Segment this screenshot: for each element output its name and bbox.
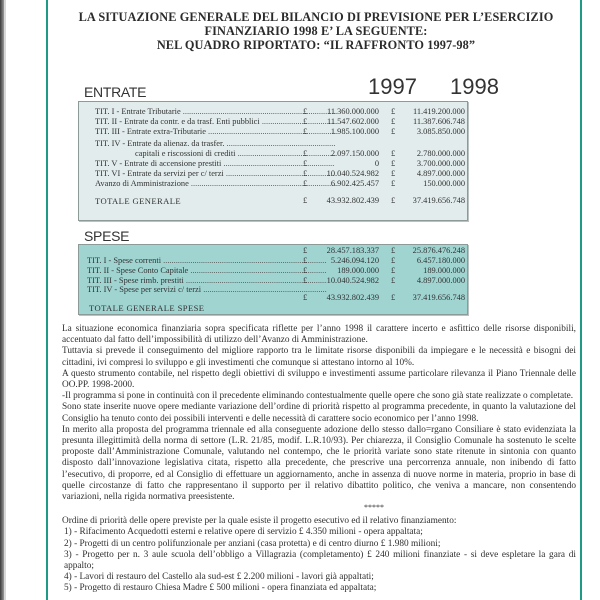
currency-symbol: £ xyxy=(391,256,396,265)
list-item: 3) - Progetto per n. 3 aule scuola dell’obbligo a Villagrazia (completamento) £ 240 milioni finanziate - si deve espletare la gara di appalto; xyxy=(64,549,576,572)
currency-symbol: £ xyxy=(391,179,396,188)
table-row xyxy=(79,179,549,189)
currency-symbol: £ xyxy=(303,169,308,178)
row-label: TIT. IV - Spese per servizi c/ terzi ..... xyxy=(87,285,327,295)
list-item: 4) - Lavori di restauro del Castello ala sud-est £ 2.200 milioni - lavori già appaltati; xyxy=(64,572,374,583)
year-1998-header: 1998 xyxy=(450,74,499,99)
currency-symbol: £ xyxy=(391,293,396,302)
row-label: TIT. II - Entrate da contr. e da trasf. Enti pubblici ..... xyxy=(95,117,335,127)
title-line-3: NEL QUADRO RIPORTATO: “IL RAFFRONTO 1997-98” xyxy=(156,38,476,52)
value-1997: 2.097.150.000 xyxy=(330,149,379,158)
row-label: TIT. VI - Entrate da servizi per c/ terzi ..... xyxy=(95,169,335,179)
currency-symbol: £ xyxy=(391,159,396,168)
table-row-total-values xyxy=(79,293,549,303)
row-label: TIT. IV - Entrate da alienaz. da trasfer. ..... xyxy=(95,139,335,149)
paragraph: In merito alla proposta del programma triennale ed alla conseguente adozione dello stesso dallo=rgano Consiliare è stato evidenziata la presunta illegittimità della norma di settore (L.R. 21/85, modif. L.R.10/93). Per chiarezza, il Consiglio Comunale ha sostenuto le scelte proposte dall’Amministrazione Comunale, valutando nel contempo, che le priorità variate sono state ritenute in sintonia con quanto disposto dall’innovazione legislativa citata, rispetto alla precedente, che prescrive una percorrenza annuale, non inibendo di fatto l’esecutivo, di proporre, ed al Consiglio di effettuare un aggiornamento, anche in assenza di nuove norme in materia, proprio in base di quelle circostanze di fatto che rappresentano il supporto per il relativo dibattito politico, che veniva a mancare, non consentendo variazioni, nella rigida normativa preesistente. xyxy=(62,424,576,503)
value-1997: 1.985.100.000 xyxy=(330,127,379,136)
paragraph: Tuttavia si prevede il conseguimento del migliore rapporto tra le limitate risorse disponibili da impiegare e le necessità e bisogni dei cittadini, ivi compresi lo sviluppo e gli investimenti che comunque si attestano intorno al 10%. xyxy=(62,346,576,368)
total-1997: 43.932.802.439 xyxy=(326,196,379,205)
row-label: TIT. III - Entrate extra-Tributarie ..... xyxy=(95,127,335,137)
value-1998: 4.897.000.000 xyxy=(416,169,465,178)
currency-symbol: £ xyxy=(391,149,396,158)
table-row xyxy=(79,169,549,179)
table-row xyxy=(79,139,549,149)
currency-symbol: £ xyxy=(391,107,396,116)
currency-symbol: £ xyxy=(391,169,396,178)
currency-symbol: £ xyxy=(303,179,308,188)
spese-heading: SPESE xyxy=(84,228,130,244)
currency-symbol: £ xyxy=(303,246,308,255)
total-label: TOTALE GENERALE xyxy=(95,196,182,206)
table-row xyxy=(79,107,549,117)
currency-symbol: £ xyxy=(303,256,308,265)
total-1998: 37.419.656.748 xyxy=(412,293,465,302)
entrate-heading: ENTRATE xyxy=(84,84,147,100)
table-row xyxy=(79,117,549,127)
currency-symbol: £ xyxy=(303,196,308,205)
row-label: TIT. I - Entrate Tributarie ..... xyxy=(95,107,335,117)
value-1998: 150.000.000 xyxy=(423,179,465,188)
currency-symbol: £ xyxy=(391,117,396,126)
row-label: TIT. III - Spese rimb. prestiti ..... xyxy=(87,276,327,286)
paragraph: La situazione economica finanziaria sopra specificata riflette per l’anno 1998 il carattere incerto e asfittico delle risorse disponibili, accentuato dal fatto dell’impossibilità di utilizzo dell’Avanzo di Amministrazione. xyxy=(62,324,576,346)
title-line-1: LA SITUAZIONE GENERALE DEL BILANCIO DI PREVISIONE PER L’ESERCIZIO xyxy=(78,10,554,24)
currency-symbol: £ xyxy=(303,276,308,285)
list-item: 5) - Progetto di restauro Chiesa Madre £ 500 milioni - opera finanziata ed appaltata; xyxy=(64,583,377,594)
row-label: TIT. V - Entrate di accensione prestiti ..... xyxy=(95,159,335,169)
value-1997: 6.902.425.457 xyxy=(330,179,379,188)
spese-table xyxy=(78,244,468,315)
paragraph: A questo strumento contabile, nel rispetto degli obiettivi di sviluppo e investimenti assume particolare rilevanza il Piano Triennale delle OO.PP. 1998-2000. xyxy=(62,368,576,391)
currency-symbol: £ xyxy=(391,266,396,275)
body-text xyxy=(62,324,576,595)
currency-symbol: £ xyxy=(391,127,396,136)
currency-symbol: £ xyxy=(303,266,308,275)
value-1997: 5.246.094.120 xyxy=(330,256,379,265)
currency-symbol: £ xyxy=(391,196,396,205)
list-item: 1) - Rifacimento Acquedotti esterni e relative opere di servizio £ 4.350 milioni - opera appaltata; xyxy=(64,527,423,538)
table-row-total xyxy=(79,303,549,313)
table-row xyxy=(79,149,549,159)
value-1998: 6.457.180.000 xyxy=(416,256,465,265)
table-row xyxy=(79,127,549,137)
value-1998: 2.780.000.000 xyxy=(416,149,465,158)
value-1997: 189.000.000 xyxy=(337,266,379,275)
table-row xyxy=(79,266,549,276)
value-1998: 11.419.200.000 xyxy=(412,107,465,116)
value-1997: 11.360.000.000 xyxy=(326,107,379,116)
value-1998: 4.897.000.000 xyxy=(416,276,465,285)
value-1998: 25.876.476.248 xyxy=(412,246,465,255)
year-1997-header: 1997 xyxy=(368,74,417,99)
currency-symbol: £ xyxy=(391,246,396,255)
title-line-2: FINANZIARIO 1998 E’ LA SEGUENTE: xyxy=(204,24,428,38)
value-1998: 11.387.606.748 xyxy=(412,117,465,126)
table-row xyxy=(79,159,549,169)
left-green-rule xyxy=(46,0,48,600)
row-label: Avanzo di Amministrazione ..... xyxy=(95,179,335,189)
currency-symbol: £ xyxy=(303,127,308,136)
currency-symbol: £ xyxy=(303,159,308,168)
currency-symbol: £ xyxy=(303,117,308,126)
total-label: TOTALE GENERALE SPESE xyxy=(89,303,205,313)
total-1997: 43.932.802.439 xyxy=(326,293,379,302)
currency-symbol: £ xyxy=(303,107,308,116)
currency-symbol: £ xyxy=(303,293,308,302)
entrate-table xyxy=(78,101,468,221)
currency-symbol: £ xyxy=(303,149,308,158)
value-1998: 3.700.000.000 xyxy=(416,159,465,168)
value-1997: 11.547.602.000 xyxy=(326,117,379,126)
paragraph: Sono state inserite nuove opere mediante variazione dell’ordine di priorità rispetto al programma precedente, in quanto la valutazione del Consiglio ha tenuto conto dei possibili interventi e delle necessità di carattere socio economico per l’anno 1998. xyxy=(62,402,576,424)
document-title xyxy=(56,10,576,52)
value-1997: 10.040.524.982 xyxy=(326,276,379,285)
value-1997: 10.040.524.982 xyxy=(326,169,379,178)
value-1997: 28.457.183.337 xyxy=(326,246,379,255)
row-label: TIT. II - Spese Conto Capitale ..... xyxy=(87,266,327,276)
value-1997: 0 xyxy=(374,159,379,168)
value-1998: 189.000.000 xyxy=(423,266,465,275)
row-label: TIT. I - Spese correnti ..... xyxy=(87,256,327,266)
table-row xyxy=(79,246,549,256)
separator-stars: ***** xyxy=(364,503,384,513)
table-row xyxy=(79,256,549,266)
currency-symbol: £ xyxy=(391,276,396,285)
list-item: 2) - Progetti di un centro polifunzionale per anziani (casa protetta) e di centro diurno £ 1.980 milioni; xyxy=(64,538,441,549)
right-green-rule xyxy=(580,0,582,600)
page-edge xyxy=(4,0,6,600)
value-1998: 3.085.850.000 xyxy=(416,127,465,136)
paragraph: -Il programma si pone in continuità con il precedente eliminando contestualmente quelle opere che sono già state realizzate o completate. xyxy=(62,391,574,402)
row-label: capitali e riscossioni di crediti ..... xyxy=(135,149,335,159)
total-1998: 37.419.656.748 xyxy=(412,196,465,205)
table-row-total xyxy=(79,196,549,206)
list-intro: Ordine di priorità delle opere previste per la quale esiste il progetto esecutivo ed il relativo finanziamento: xyxy=(62,516,457,527)
